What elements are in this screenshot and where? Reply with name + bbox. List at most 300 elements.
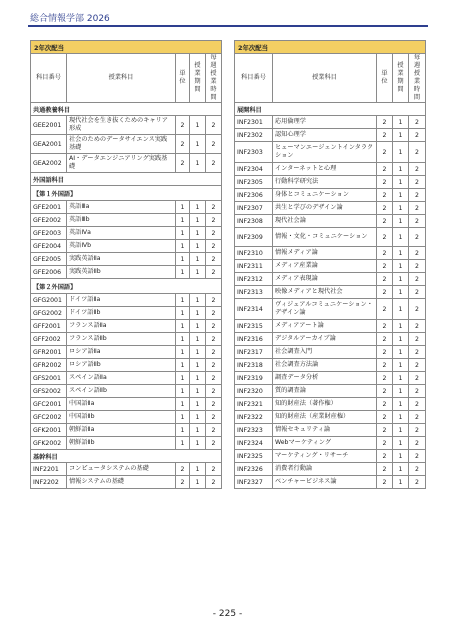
course-name: 現代社会論 [273, 215, 377, 228]
course-hours: 2 [409, 299, 426, 320]
table-row [235, 450, 426, 463]
course-name: 英語Ⅳa [67, 227, 176, 240]
course-credits: 2 [377, 411, 393, 424]
table-row [235, 202, 426, 215]
column-header-term: 授業 期間 [190, 54, 206, 103]
course-code: INF2327 [235, 476, 273, 489]
header-rule [28, 25, 428, 27]
course-code: INF2325 [235, 450, 273, 463]
section-title: 2年次配当 [235, 41, 426, 54]
table-row [31, 424, 222, 437]
course-term: 1 [190, 135, 206, 154]
course-credits: 2 [377, 163, 393, 176]
course-hours: 2 [409, 463, 426, 476]
table-row [235, 129, 426, 142]
course-hours: 2 [409, 176, 426, 189]
course-credits: 2 [377, 463, 393, 476]
course-term: 1 [190, 411, 206, 424]
table-row [31, 240, 222, 253]
course-hours: 2 [409, 142, 426, 163]
course-name: 知的財産法（著作権） [273, 398, 377, 411]
course-name: フランス語Ⅱb [67, 333, 176, 346]
course-credits: 2 [377, 189, 393, 202]
course-credits: 1 [176, 227, 190, 240]
course-code: GFE2001 [31, 201, 67, 214]
course-code: INF2318 [235, 359, 273, 372]
course-term: 1 [393, 424, 409, 437]
course-credits: 2 [377, 359, 393, 372]
column-header-code: 科目番号 [31, 54, 67, 103]
course-credits: 2 [377, 286, 393, 299]
table-row [235, 476, 426, 489]
course-credits: 2 [377, 346, 393, 359]
course-name: Webマーケティング [273, 437, 377, 450]
course-name: 朝鮮語Ⅱb [67, 437, 176, 450]
course-credits: 2 [377, 424, 393, 437]
column-header-row [31, 54, 222, 103]
course-term: 1 [190, 333, 206, 346]
course-code: GFG2001 [31, 294, 67, 307]
course-code: INF2313 [235, 286, 273, 299]
course-term: 1 [393, 320, 409, 333]
course-name: ヴィジュアルコミュニケーション・デザイン論 [273, 299, 377, 320]
course-code: GFF2002 [31, 333, 67, 346]
table-row [235, 247, 426, 260]
table-row [235, 286, 426, 299]
course-code: INF2315 [235, 320, 273, 333]
course-code: GFC2001 [31, 398, 67, 411]
course-credits: 1 [176, 346, 190, 359]
course-code: INF2324 [235, 437, 273, 450]
section-title-row [31, 41, 222, 54]
course-code: GFR2001 [31, 346, 67, 359]
table-row [235, 116, 426, 129]
course-term: 1 [190, 240, 206, 253]
table-row [31, 463, 222, 476]
course-code: INF2323 [235, 424, 273, 437]
course-code: INF2305 [235, 176, 273, 189]
course-name: 朝鮮語Ⅱa [67, 424, 176, 437]
course-name: ヒューマンエージェントインタラクション [273, 142, 377, 163]
table-row [235, 385, 426, 398]
course-term: 1 [393, 228, 409, 247]
course-credits: 1 [176, 385, 190, 398]
course-hours: 2 [206, 346, 222, 359]
table-row [31, 154, 222, 173]
course-term: 1 [190, 385, 206, 398]
course-credits: 2 [377, 320, 393, 333]
course-credits: 2 [377, 142, 393, 163]
course-term: 1 [393, 476, 409, 489]
course-name: コンピュータシステムの基礎 [67, 463, 176, 476]
table-row [235, 437, 426, 450]
course-code: GEA2001 [31, 135, 67, 154]
course-code: GFE2005 [31, 253, 67, 266]
course-credits: 1 [176, 240, 190, 253]
column-header-credits: 単位 [176, 54, 190, 103]
course-code: INF2201 [31, 463, 67, 476]
course-credits: 1 [176, 294, 190, 307]
course-hours: 2 [409, 228, 426, 247]
course-credits: 2 [176, 476, 190, 489]
table-row [31, 253, 222, 266]
course-name: 映像メディアと現代社会 [273, 286, 377, 299]
page-header-title: 総合情報学部 2026 [30, 14, 110, 24]
course-name: ドイツ語Ⅱa [67, 294, 176, 307]
course-credits: 1 [176, 411, 190, 424]
course-term: 1 [190, 116, 206, 135]
course-name: 調査データ分析 [273, 372, 377, 385]
course-hours: 2 [409, 476, 426, 489]
column-header-name: 授業科目 [67, 54, 176, 103]
course-name: 現代社会を生き抜くためのキャリア形成 [67, 116, 176, 135]
course-hours: 2 [206, 214, 222, 227]
course-term: 1 [393, 333, 409, 346]
course-code: INF2311 [235, 260, 273, 273]
course-name: 情報セキュリティ論 [273, 424, 377, 437]
course-credits: 1 [176, 359, 190, 372]
course-credits: 2 [377, 202, 393, 215]
course-hours: 2 [206, 266, 222, 279]
course-name: 質的調査論 [273, 385, 377, 398]
table-row [235, 372, 426, 385]
course-name: フランス語Ⅱa [67, 320, 176, 333]
course-name: 英語Ⅲa [67, 201, 176, 214]
course-hours: 2 [206, 398, 222, 411]
course-term: 1 [393, 215, 409, 228]
course-hours: 2 [409, 385, 426, 398]
course-hours: 2 [409, 202, 426, 215]
course-credits: 1 [176, 253, 190, 266]
course-term: 1 [190, 346, 206, 359]
table-row [235, 320, 426, 333]
course-name: スペイン語Ⅱa [67, 372, 176, 385]
table-row [31, 346, 222, 359]
table-row [31, 398, 222, 411]
course-hours: 2 [409, 215, 426, 228]
course-credits: 1 [176, 372, 190, 385]
course-hours: 2 [409, 372, 426, 385]
course-code: GFK2002 [31, 437, 67, 450]
course-hours: 2 [409, 398, 426, 411]
table-row [235, 346, 426, 359]
course-term: 1 [190, 227, 206, 240]
column-header-hours: 毎週 授業 時間 [409, 54, 426, 103]
course-term: 1 [393, 286, 409, 299]
course-term: 1 [393, 163, 409, 176]
course-credits: 1 [176, 333, 190, 346]
course-hours: 2 [409, 346, 426, 359]
course-name: 情報・文化・コミュニケーション [273, 228, 377, 247]
page-header [0, 0, 455, 30]
course-credits: 2 [377, 228, 393, 247]
course-code: GEA2002 [31, 154, 67, 173]
left-course-table [30, 40, 222, 489]
course-code: GFK2001 [31, 424, 67, 437]
table-row [235, 189, 426, 202]
course-code: INF2307 [235, 202, 273, 215]
course-hours: 2 [206, 411, 222, 424]
course-hours: 2 [409, 273, 426, 286]
course-credits: 1 [176, 320, 190, 333]
course-name: 社会調査方法論 [273, 359, 377, 372]
course-name: メディア表現論 [273, 273, 377, 286]
course-credits: 2 [377, 333, 393, 346]
course-code: INF2309 [235, 228, 273, 247]
course-code: GEE2001 [31, 116, 67, 135]
course-term: 1 [393, 346, 409, 359]
course-credits: 1 [176, 266, 190, 279]
course-credits: 2 [377, 476, 393, 489]
course-code: GFE2004 [31, 240, 67, 253]
course-term: 1 [190, 398, 206, 411]
table-row [31, 307, 222, 320]
course-credits: 1 [176, 201, 190, 214]
category-row [31, 450, 222, 463]
course-hours: 2 [206, 294, 222, 307]
course-hours: 2 [409, 163, 426, 176]
course-hours: 2 [206, 372, 222, 385]
course-name: 社会のためのデータサイエンス実践基礎 [67, 135, 176, 154]
course-code: INF2304 [235, 163, 273, 176]
course-code: INF2317 [235, 346, 273, 359]
course-term: 1 [393, 372, 409, 385]
course-hours: 2 [409, 286, 426, 299]
course-name: 実践英語Ⅱb [67, 266, 176, 279]
right-course-table [234, 40, 426, 489]
course-name: 情報システムの基礎 [67, 476, 176, 489]
course-code: INF2302 [235, 129, 273, 142]
course-code: GFF2001 [31, 320, 67, 333]
course-name: 共生と学びのデザイン論 [273, 202, 377, 215]
course-term: 1 [190, 463, 206, 476]
course-credits: 2 [377, 437, 393, 450]
course-name: メディアアート論 [273, 320, 377, 333]
course-name: ロシア語Ⅱa [67, 346, 176, 359]
column-header-term: 授業 期間 [393, 54, 409, 103]
course-credits: 1 [176, 214, 190, 227]
course-name: ロシア語Ⅱb [67, 359, 176, 372]
course-hours: 2 [409, 320, 426, 333]
table-row [235, 299, 426, 320]
course-term: 1 [393, 411, 409, 424]
table-row [235, 260, 426, 273]
course-hours: 2 [409, 333, 426, 346]
course-code: INF2321 [235, 398, 273, 411]
course-hours: 2 [206, 359, 222, 372]
course-hours: 2 [409, 189, 426, 202]
course-term: 1 [190, 214, 206, 227]
course-name: 行動科学研究法 [273, 176, 377, 189]
column-header-hours: 毎週 授業 時間 [206, 54, 222, 103]
subcategory-label: 【第２外国語】 [31, 279, 222, 294]
course-term: 1 [393, 202, 409, 215]
course-term: 1 [393, 247, 409, 260]
course-term: 1 [393, 176, 409, 189]
table-row [235, 398, 426, 411]
table-row [31, 437, 222, 450]
course-credits: 2 [377, 372, 393, 385]
course-code: INF2301 [235, 116, 273, 129]
course-term: 1 [190, 266, 206, 279]
course-credits: 2 [377, 116, 393, 129]
section-title-row [235, 41, 426, 54]
course-term: 1 [393, 129, 409, 142]
course-term: 1 [190, 424, 206, 437]
table-row [31, 359, 222, 372]
course-credits: 2 [377, 247, 393, 260]
course-term: 1 [393, 189, 409, 202]
course-code: GFE2002 [31, 214, 67, 227]
course-code: INF2202 [31, 476, 67, 489]
course-name: 英語Ⅲb [67, 214, 176, 227]
table-row [31, 411, 222, 424]
subcategory-label: 【第１外国語】 [31, 186, 222, 201]
course-hours: 2 [409, 359, 426, 372]
column-header-row [235, 54, 426, 103]
course-name: 実践英語Ⅱa [67, 253, 176, 266]
category-label: 共通教養科目 [31, 103, 222, 116]
table-row [31, 135, 222, 154]
course-credits: 2 [377, 260, 393, 273]
course-code: INF2322 [235, 411, 273, 424]
course-term: 1 [190, 201, 206, 214]
category-row [31, 103, 222, 116]
table-row [31, 214, 222, 227]
course-name: 消費者行動論 [273, 463, 377, 476]
course-credits: 1 [176, 398, 190, 411]
course-credits: 2 [377, 273, 393, 286]
course-term: 1 [393, 463, 409, 476]
table-row [31, 227, 222, 240]
table-row [31, 116, 222, 135]
course-name: 中国語Ⅱb [67, 411, 176, 424]
course-hours: 2 [409, 437, 426, 450]
course-code: INF2308 [235, 215, 273, 228]
table-row [235, 273, 426, 286]
course-term: 1 [190, 307, 206, 320]
course-hours: 2 [409, 424, 426, 437]
course-credits: 2 [377, 176, 393, 189]
course-credits: 2 [377, 398, 393, 411]
table-row [235, 333, 426, 346]
course-code: GFS2001 [31, 372, 67, 385]
course-code: INF2319 [235, 372, 273, 385]
course-code: INF2303 [235, 142, 273, 163]
category-label: 展開科目 [235, 103, 426, 116]
table-row [31, 476, 222, 489]
table-row [31, 294, 222, 307]
table-row [31, 320, 222, 333]
course-term: 1 [393, 260, 409, 273]
course-term: 1 [393, 273, 409, 286]
category-row [235, 103, 426, 116]
course-hours: 2 [206, 476, 222, 489]
table-row [235, 411, 426, 424]
course-code: INF2314 [235, 299, 273, 320]
course-hours: 2 [206, 463, 222, 476]
course-term: 1 [190, 154, 206, 173]
course-code: GFR2002 [31, 359, 67, 372]
column-header-credits: 単位 [377, 54, 393, 103]
course-term: 1 [393, 299, 409, 320]
page-number: - 225 - [212, 609, 243, 619]
course-term: 1 [190, 253, 206, 266]
course-hours: 2 [206, 227, 222, 240]
course-code: INF2316 [235, 333, 273, 346]
course-hours: 2 [206, 116, 222, 135]
course-hours: 2 [206, 333, 222, 346]
course-credits: 2 [176, 135, 190, 154]
course-hours: 2 [206, 135, 222, 154]
course-name: 応用倫理学 [273, 116, 377, 129]
course-name: ベンチャービジネス論 [273, 476, 377, 489]
course-term: 1 [190, 437, 206, 450]
course-hours: 2 [206, 201, 222, 214]
course-term: 1 [190, 294, 206, 307]
course-hours: 2 [206, 307, 222, 320]
table-row [31, 385, 222, 398]
course-name: メディア産業論 [273, 260, 377, 273]
course-hours: 2 [206, 253, 222, 266]
table-row [235, 228, 426, 247]
table-row [235, 176, 426, 189]
course-credits: 2 [377, 215, 393, 228]
subcategory-row [31, 279, 222, 294]
course-credits: 2 [377, 129, 393, 142]
course-name: ドイツ語Ⅱb [67, 307, 176, 320]
course-hours: 2 [206, 240, 222, 253]
category-label: 基幹科目 [31, 450, 222, 463]
course-term: 1 [190, 359, 206, 372]
course-credits: 2 [377, 299, 393, 320]
course-name: 認知心理学 [273, 129, 377, 142]
course-name: インターネットと心理 [273, 163, 377, 176]
course-hours: 2 [409, 129, 426, 142]
course-term: 1 [393, 437, 409, 450]
course-term: 1 [393, 450, 409, 463]
course-term: 1 [190, 320, 206, 333]
table-row [235, 163, 426, 176]
course-credits: 2 [176, 463, 190, 476]
course-code: GFE2003 [31, 227, 67, 240]
course-name: AI・データエンジニアリング実践基礎 [67, 154, 176, 173]
course-hours: 2 [206, 385, 222, 398]
course-name: 情報メディア論 [273, 247, 377, 260]
course-hours: 2 [409, 247, 426, 260]
course-credits: 1 [176, 424, 190, 437]
course-name: 英語Ⅳb [67, 240, 176, 253]
course-credits: 2 [176, 116, 190, 135]
course-hours: 2 [206, 424, 222, 437]
table-row [235, 215, 426, 228]
course-credits: 2 [176, 154, 190, 173]
course-name: スペイン語Ⅱb [67, 385, 176, 398]
category-label: 外国語科目 [31, 173, 222, 186]
course-hours: 2 [206, 437, 222, 450]
table-row [31, 372, 222, 385]
course-hours: 2 [409, 411, 426, 424]
table-row [31, 201, 222, 214]
table-row [235, 424, 426, 437]
course-term: 1 [393, 398, 409, 411]
table-row [31, 333, 222, 346]
course-term: 1 [190, 476, 206, 489]
course-code: INF2310 [235, 247, 273, 260]
course-code: INF2326 [235, 463, 273, 476]
course-hours: 2 [409, 260, 426, 273]
table-row [31, 266, 222, 279]
